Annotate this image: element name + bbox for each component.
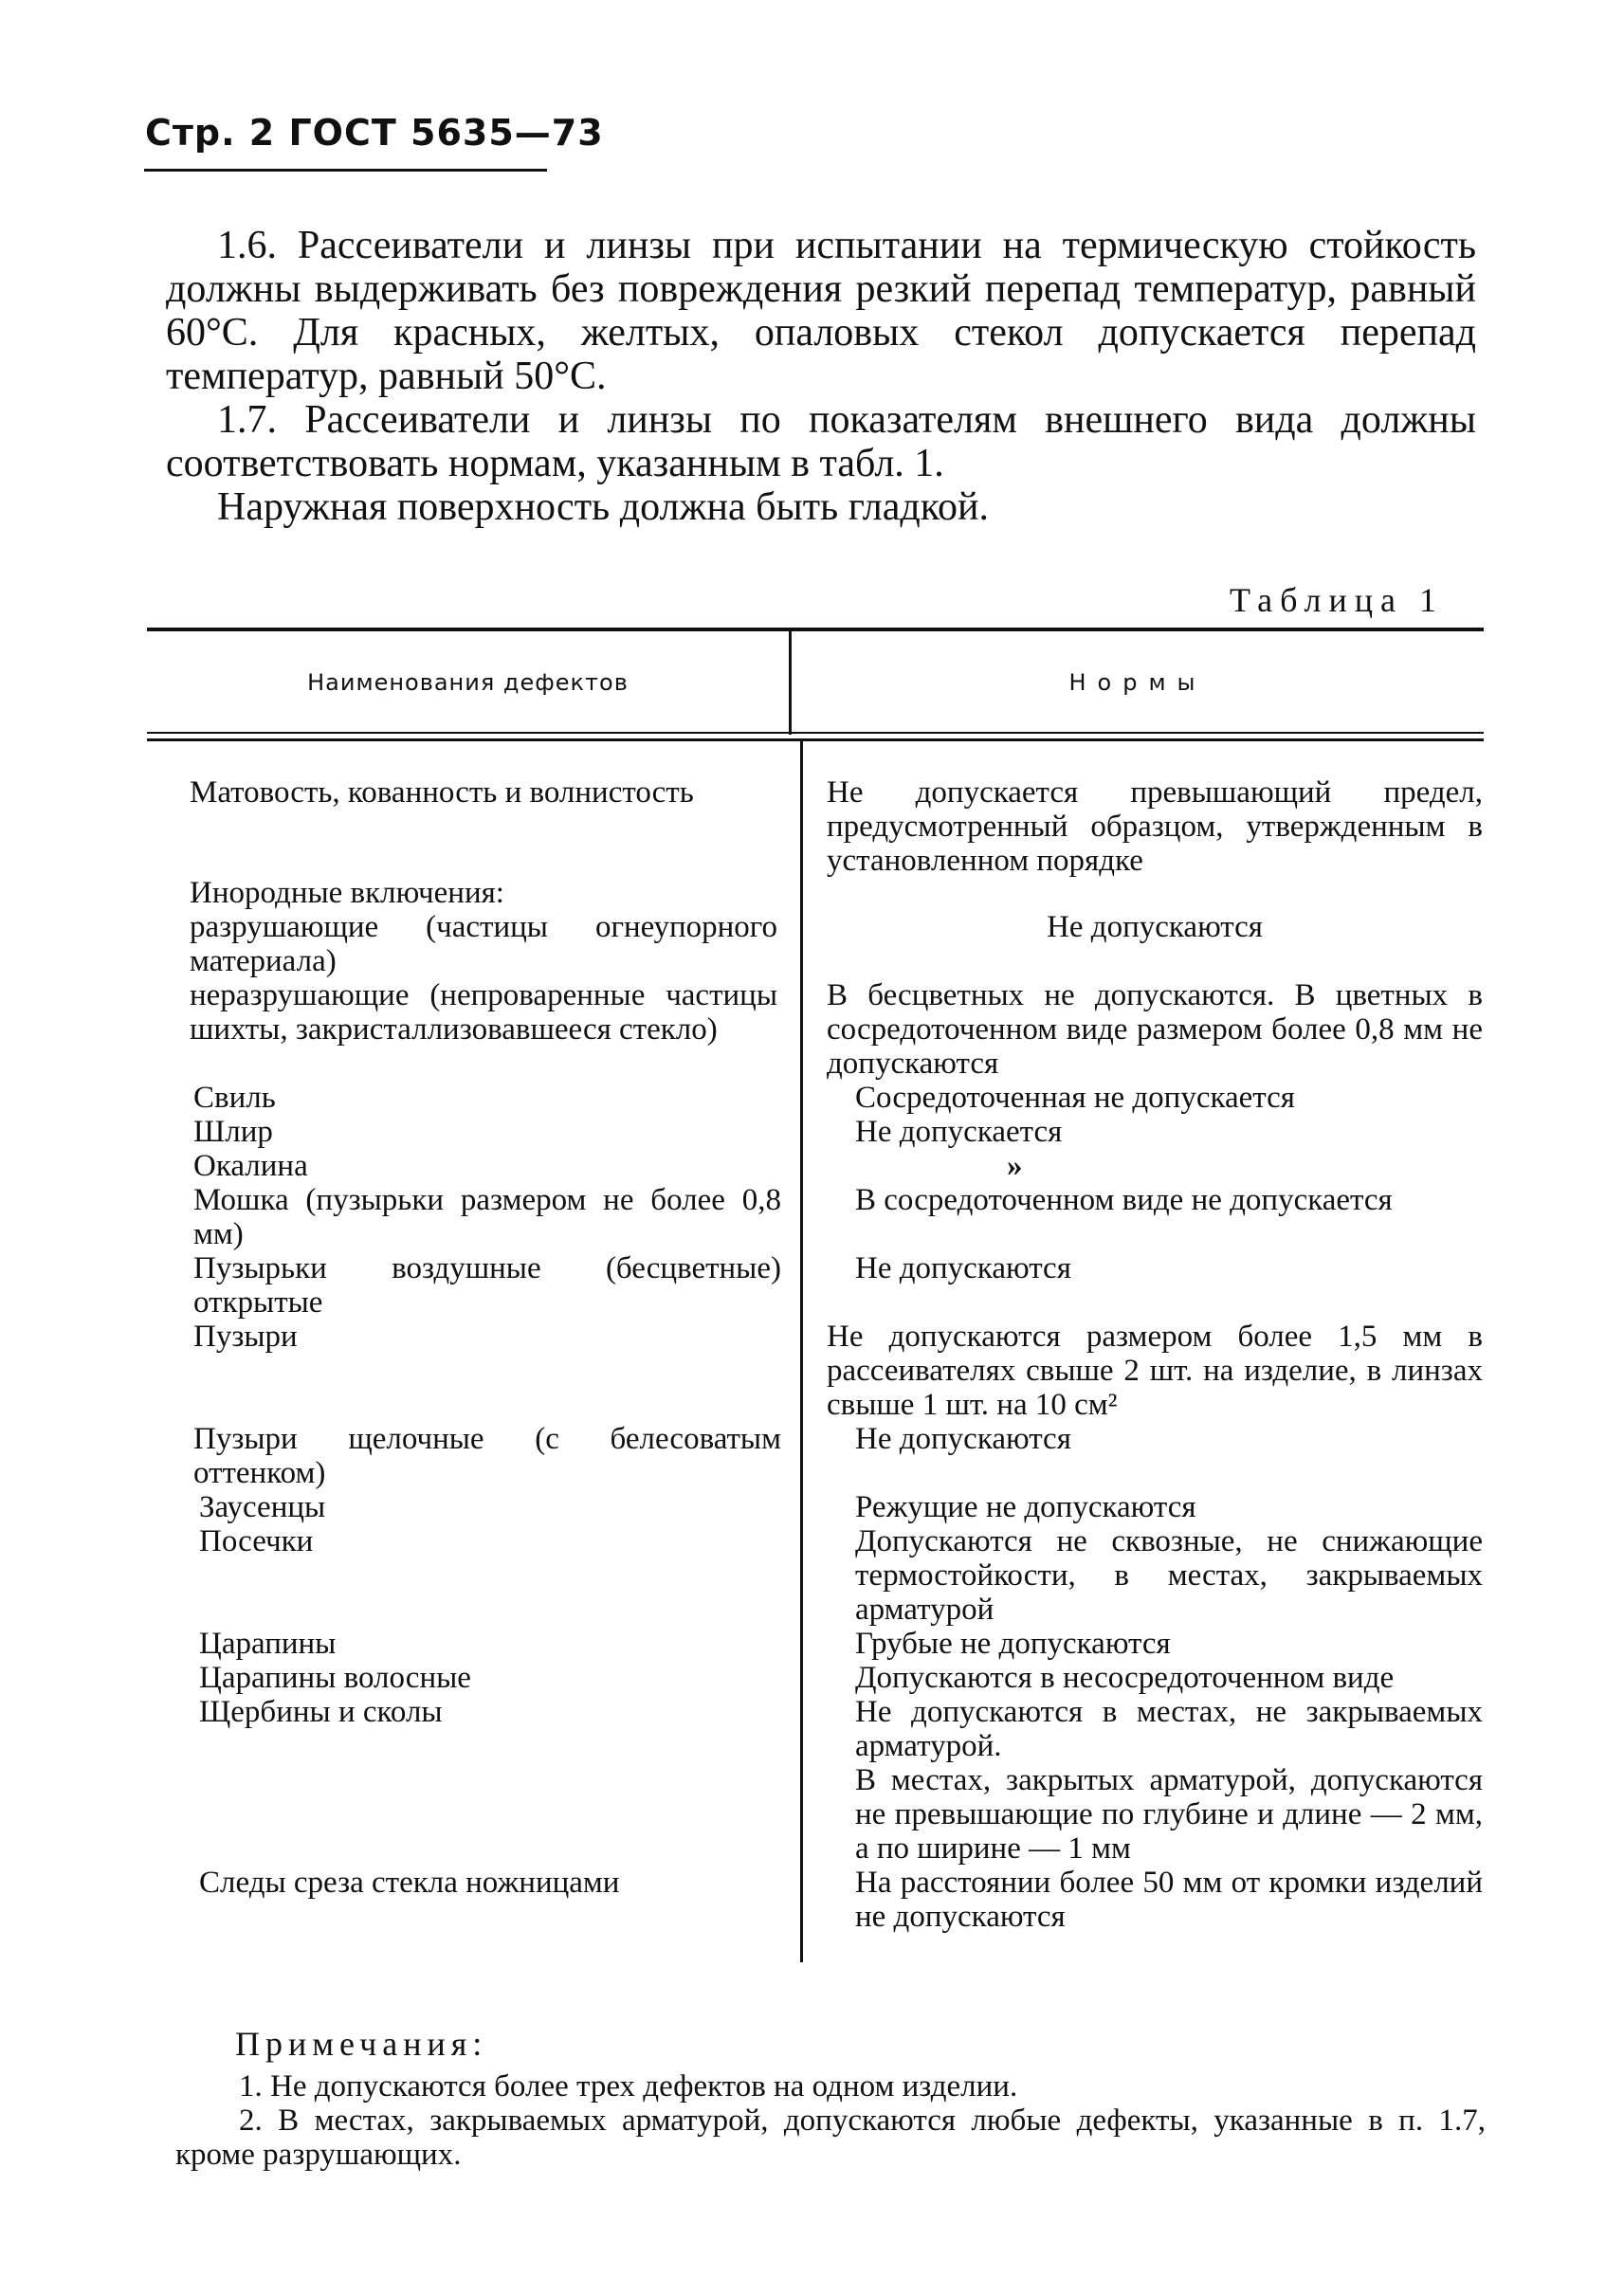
column-header-defects: Наименования дефектов [307, 669, 629, 696]
defect-shear-marks: Следы среза стекла ножницами [199, 1866, 620, 1900]
notes-heading: Примечания: [235, 2025, 488, 2063]
defect-shlir: Шлир [193, 1115, 273, 1149]
note-2: 2. В местах, закрываемых арматурой, допускаются любые дефекты, указанные в п. 1.7, кроме разрушающих. [175, 2104, 1486, 2172]
paragraph-surface: Наружная поверхность должна быть гладкой. [217, 485, 990, 529]
defect-zausentsy: Заусенцы [199, 1490, 326, 1524]
note-1: 1. Не допускаются более трех дефектов на одном изделии. [239, 2069, 1018, 2104]
body-column-divider [800, 741, 803, 1962]
defect-tsarapiny: Царапины [199, 1627, 337, 1661]
defect-puzyri: Пузыри [193, 1320, 298, 1354]
defect-destructive: разрушающие (частицы огнеупорного материала) [190, 910, 777, 978]
norm-nondestructive: В бесцветных не допускаются. В цветных в сосредоточенном виде размером более 0,8 мм не допускаются [827, 978, 1483, 1081]
paragraph-1-7: 1.7. Рассеиватели и линзы по показателям внешнего вида должны соответствовать нормам, указанным в табл. 1. [166, 398, 1476, 485]
defect-svil: Свиль [193, 1081, 276, 1115]
norm-puzyri: Не допускаются размером более 1,5 мм в рассеивателях свыше 2 шт. на изделие, в линзах свыше 1 шт. на 10 см² [827, 1320, 1483, 1422]
header-bottom-rule-1 [147, 732, 1484, 734]
defect-okalina: Окалина [193, 1149, 308, 1183]
norm-chips-covered: В местах, закрытых арматурой, допускаются не превышающие по глубине и длине — 2 мм, а по ширине — 1 мм [855, 1763, 1483, 1866]
defect-nondestructive: неразрушающие (непроваренные частицы шихты, закристаллизовавшееся стекло) [190, 978, 777, 1047]
norm-shear-marks: На расстоянии более 50 мм от кромки изделий не допускаются [855, 1866, 1483, 1934]
header-bottom-rule-2 [147, 738, 1484, 741]
column-header-norms: Нормы [1068, 669, 1207, 696]
norm-matovost: Не допускается превышающий предел, предусмотренный образцом, утвержденным в установленном порядке [827, 775, 1483, 878]
norm-posechki: Допускаются не сквозные, не снижающие термостойкости, в местах, закрываемых арматурой [855, 1524, 1483, 1627]
defect-inclusions: Инородные включения: [190, 876, 504, 910]
defect-matovost: Матовость, кованность и волнистость [190, 775, 694, 810]
table-top-rule [147, 628, 1484, 631]
header-rule [144, 169, 547, 172]
defect-chips: Щербины и сколы [199, 1695, 443, 1729]
norm-okalina: » [1007, 1149, 1023, 1183]
table-title: Таблица 1 [1230, 581, 1444, 619]
defect-hair-scratches: Царапины волосные [199, 1661, 471, 1695]
norm-alkali-bubbles: Не допускаются [855, 1422, 1071, 1456]
norm-zausentsy: Режущие не допускаются [855, 1490, 1196, 1524]
norm-hair-scratches: Допускаются в несосредоточенном виде [855, 1661, 1395, 1695]
page-header: Стр. 2 ГОСТ 5635—73 [145, 112, 604, 154]
norm-destructive: Не допускаются [1047, 910, 1263, 944]
defect-air-bubbles: Пузырьки воздушные (бесцветные) открытые [193, 1251, 781, 1320]
defect-alkali-bubbles: Пузыри щелочные (с белесоватым оттенком) [193, 1422, 781, 1490]
paragraph-1-6: 1.6. Рассеиватели и линзы при испытании на термическую стойкость должны выдерживать без повреждения резкий перепад температур, равный 60°С. Для красных, желтых, опаловых стекол допускается перепад температур, равный 50°С. [166, 224, 1476, 398]
defect-posechki: Посечки [199, 1524, 314, 1558]
norm-svil: Сосредоточенная не допускается [855, 1081, 1295, 1115]
norm-shlir: Не допускается [855, 1115, 1063, 1149]
norm-moshka: В сосредоточенном виде не допускается [855, 1183, 1393, 1217]
norm-chips-open: Не допускаются в местах, не закрываемых арматурой. [855, 1695, 1483, 1763]
norm-air-bubbles: Не допускаются [855, 1251, 1071, 1285]
defect-moshka: Мошка (пузырьки размером не более 0,8 мм) [193, 1183, 781, 1251]
norm-tsarapiny: Грубые не допускаются [855, 1627, 1171, 1661]
